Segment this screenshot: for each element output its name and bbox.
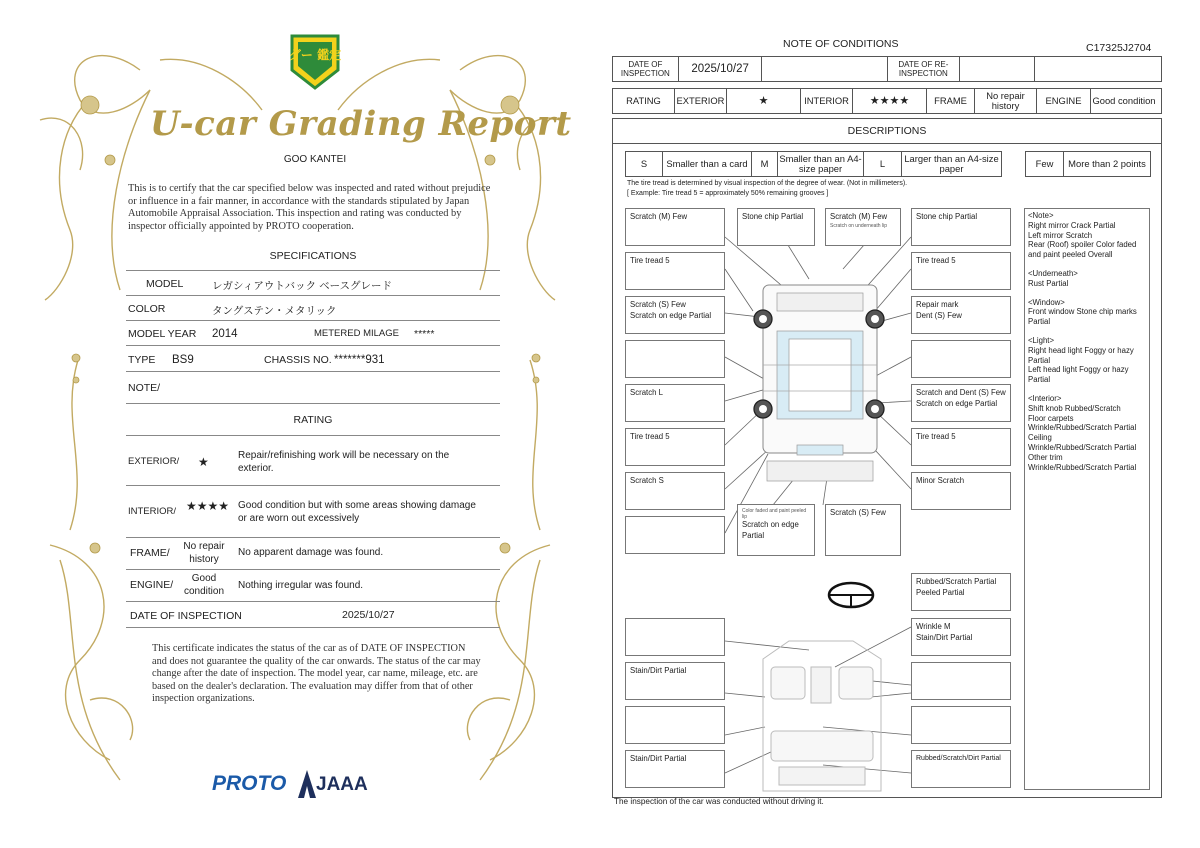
color-value: タングステン・メタリック <box>212 305 337 317</box>
exterior-label: EXTERIOR/ <box>128 456 180 467</box>
interior-stars: ★★★★ <box>186 499 230 513</box>
spec-row-type <box>126 346 500 372</box>
exterior-label: EXTERIOR <box>675 89 727 113</box>
date-inspection-value: 2025/10/27 <box>679 57 763 81</box>
note-label: NOTE/ <box>128 382 161 394</box>
logos <box>212 768 402 800</box>
legend-key-l: L <box>864 152 902 176</box>
note-box-floor-left <box>625 706 725 744</box>
engine-value: Good condition <box>1092 94 1156 106</box>
notes-section-note: <Note> Right mirror Crack Partial Left mirror Scratch Rear (Roof) spoiler Color faded and paint peeled Overall <box>1028 211 1137 260</box>
note-box-passenger-seat <box>911 662 1011 700</box>
note-box-rear-bumper <box>737 504 815 556</box>
note-text: Scratch and Dent (S) Few Scratch on edge Partial <box>916 388 1006 408</box>
note-box-dashboard <box>625 618 725 656</box>
note-box-driver-seat <box>625 662 725 700</box>
tire-tread-note-line-2: [ Example: Tire tread 5 = approximately 50% remaining grooves ] <box>627 189 829 197</box>
rating-row-frame <box>126 538 500 570</box>
descriptions-panel <box>612 118 1162 798</box>
rating-table <box>612 88 1162 114</box>
exterior-value: ★ <box>727 89 801 113</box>
note-text: Scratch (S) Few Scratch on edge Partial <box>630 300 712 320</box>
note-box-left-quarter <box>625 472 725 510</box>
car-interior-view-icon <box>763 641 881 791</box>
note-text: Stone chip Partial <box>742 212 804 221</box>
interior-description: Good condition but with some areas showing damage or are worn out excessively <box>238 500 476 524</box>
note-box-right-quarter <box>911 472 1011 510</box>
legend-key-m: M <box>752 152 778 176</box>
notes-section-light: <Light> Right head light Foggy or hazy Partial Left head light Foggy or hazy Partial <box>1028 335 1134 385</box>
exterior-description: Repair/refinishing work will be necessary on the exterior. <box>238 450 450 474</box>
certificate-disclaimer: This certificate indicates the status of the car as of DATE OF INSPECTION and does not guarantee the quality of the car onwards. The status of the car may change after the date of inspection. The model year, car name, mileage, etc. are based on the dealer's declaration. The evaluation may differ from that of other inspection organizations. <box>152 643 481 704</box>
rating-row-date <box>126 602 500 628</box>
note-box-left-rear-door <box>625 384 725 422</box>
note-text: Scratch (M) Few <box>830 212 888 221</box>
note-box-rear-left <box>625 516 725 554</box>
spec-row-note <box>126 372 500 404</box>
note-text: Wrinkle M Stain/Dirt Partial <box>916 622 973 642</box>
legend-key-s: S <box>626 152 663 176</box>
legend-text-m: Smaller than an A4-size paper <box>778 152 864 176</box>
note-box-hood-right <box>911 208 1011 246</box>
note-text: Stain/Dirt Partial <box>630 754 687 763</box>
engine-description: Nothing irregular was found. <box>238 580 364 591</box>
frame-label: FRAME/ <box>130 547 170 559</box>
blank-cell <box>762 57 888 81</box>
goo-kantei-badge-icon <box>288 32 342 92</box>
jaaa-emblem-icon <box>298 770 316 798</box>
frame-value: No repair history <box>975 89 1037 113</box>
note-text: Tire tread 5 <box>916 432 956 441</box>
note-text: Scratch (S) Few <box>830 508 886 517</box>
note-box-steering-wheel <box>911 573 1011 611</box>
note-text: Repair mark Dent (S) Few <box>916 300 962 320</box>
date-value: 2025/10/27 <box>342 609 395 621</box>
note-text: Scratch on edge Partial <box>742 520 799 540</box>
specifications-heading: SPECIFICATIONS <box>269 250 357 262</box>
engine-label: ENGINE <box>1037 89 1091 113</box>
legend-text-few: More than 2 points <box>1068 157 1146 169</box>
note-box-front-left-bumper <box>625 208 725 246</box>
exterior-stars: ★ <box>198 455 209 469</box>
rating-row-exterior <box>126 436 500 486</box>
spec-row-color <box>126 296 500 321</box>
note-box-right-front-door <box>911 340 1011 378</box>
type-value: BS9 <box>172 354 194 366</box>
note-text: Stain/Dirt Partial <box>630 666 687 675</box>
note-text: Tire tread 5 <box>630 256 670 265</box>
note-text: Rubbed/Scratch Partial Peeled Partial <box>916 577 997 597</box>
note-box-hood-left <box>737 208 815 246</box>
legend-text-l: Larger than an A4-size paper <box>904 152 999 174</box>
no-drive-note: The inspection of the car was conducted without driving it. <box>614 797 824 806</box>
note-text: Tire tread 5 <box>630 432 670 441</box>
note-box-right-fender <box>911 296 1011 334</box>
tire-tread-note-line-1: The tire tread is determined by visual inspection of the degree of wear. (Not in millimeters). <box>627 180 908 187</box>
note-box-rear-left-tire <box>625 428 725 466</box>
date-label: DATE OF INSPECTION <box>130 610 242 622</box>
note-box-luggage <box>911 750 1011 788</box>
note-text: Stone chip Partial <box>916 212 978 221</box>
metered-label: METERED MILAGE <box>314 328 399 339</box>
legend-key-few: Few <box>1026 152 1064 176</box>
report-title: U-car Grading Report <box>150 104 572 144</box>
note-text: Scratch L <box>630 388 663 397</box>
notes-panel <box>1024 208 1150 790</box>
note-subtext: Scratch on underneath lip <box>830 222 887 229</box>
car-top-view-icon <box>763 285 877 481</box>
interior-label: INTERIOR/ <box>128 506 177 517</box>
notes-section-interior: <Interior> Shift knob Rubbed/Scratch Floor carpets Wrinkle/Rubbed/Scratch Partial Ceiling Wrinkle/Rubbed/Scratch Partial Other trim Wrinkle/Rubbed/Scratch Partial <box>1028 393 1137 472</box>
note-box-front-bumper <box>825 208 901 246</box>
note-box-floor-right <box>911 706 1011 744</box>
note-box-left-front-door <box>625 340 725 378</box>
note-text: Scratch (M) Few <box>630 212 688 221</box>
frame-label: FRAME <box>927 89 975 113</box>
type-label: TYPE <box>128 354 156 366</box>
note-subtext: Color faded and paint peeled lip <box>742 508 807 520</box>
interior-label: INTERIOR <box>801 89 853 113</box>
rating-row-interior <box>126 486 500 538</box>
inspection-date-table <box>612 56 1162 82</box>
note-box-rear-seat <box>625 750 725 788</box>
note-text: Rubbed/Scratch/Dirt Partial <box>916 755 1001 762</box>
legend-text-s: Smaller than a card <box>663 152 752 176</box>
rating-row-engine <box>126 570 500 602</box>
re-inspection-value <box>960 57 1036 81</box>
certification-statement: This is to certify that the car specified below was inspected and rated without prejudice or influence in a fair manner, in accordance with the standards stipulated by Japan Automobile Appraisal Association. This inspection and rating was conducted by inspector officially appointed by PROTO cooperation. <box>128 183 491 232</box>
note-text: Scratch S <box>630 476 664 485</box>
note-of-conditions <box>600 0 1200 848</box>
chassis-label: CHASSIS NO. <box>264 354 332 366</box>
metered-value: ***** <box>414 328 435 340</box>
chassis-value: *******931 <box>334 354 385 366</box>
rating-heading: RATING <box>293 414 333 426</box>
blank-cell <box>1035 57 1161 81</box>
note-box-front-left-tire <box>625 252 725 290</box>
frame-value: No repair history <box>183 541 225 565</box>
note-box-left-fender <box>625 296 725 334</box>
note-box-right-rear-door <box>911 384 1011 422</box>
model-value: レガシィアウトバック ベースグレード <box>212 280 393 292</box>
descriptions-heading: DESCRIPTIONS <box>613 119 1161 144</box>
note-text: Tire tread 5 <box>916 256 956 265</box>
report-subtitle: GOO KANTEI <box>283 154 347 165</box>
note-box-ceiling <box>911 618 1011 656</box>
model-label: MODEL <box>146 278 184 290</box>
engine-value: Good condition <box>183 573 225 597</box>
note-box-front-right-tire <box>911 252 1011 290</box>
jaaa-logo: JAAA <box>316 774 368 795</box>
frame-description: No apparent damage was found. <box>238 547 384 558</box>
note-box-tailgate <box>825 504 901 556</box>
color-label: COLOR <box>128 303 166 315</box>
spec-row-model-year <box>126 321 500 346</box>
note-box-rear-right-tire <box>911 428 1011 466</box>
notes-section-window: <Window> Front window Stone chip marks Partial <box>1028 297 1137 327</box>
notes-section-underneath: <Underneath> Rust Partial <box>1028 268 1078 288</box>
proto-logo: PROTO <box>212 772 287 795</box>
note-title: NOTE OF CONDITIONS <box>783 38 899 50</box>
model-year-label: MODEL YEAR <box>128 328 197 340</box>
interior-value: ★★★★ <box>853 89 927 113</box>
date-inspection-label: DATE OF INSPECTION <box>613 57 679 81</box>
engine-label: ENGINE/ <box>130 579 174 591</box>
re-inspection-label: DATE OF RE-INSPECTION <box>888 57 960 81</box>
rating-label: RATING <box>613 89 675 113</box>
steering-wheel-icon <box>829 583 873 607</box>
model-year-value: 2014 <box>212 328 238 340</box>
badge-text: グー 鑑定 <box>288 48 342 62</box>
spec-row-model <box>126 271 500 296</box>
note-id: C17325J2704 <box>1086 42 1152 54</box>
note-text: Minor Scratch <box>916 476 965 485</box>
